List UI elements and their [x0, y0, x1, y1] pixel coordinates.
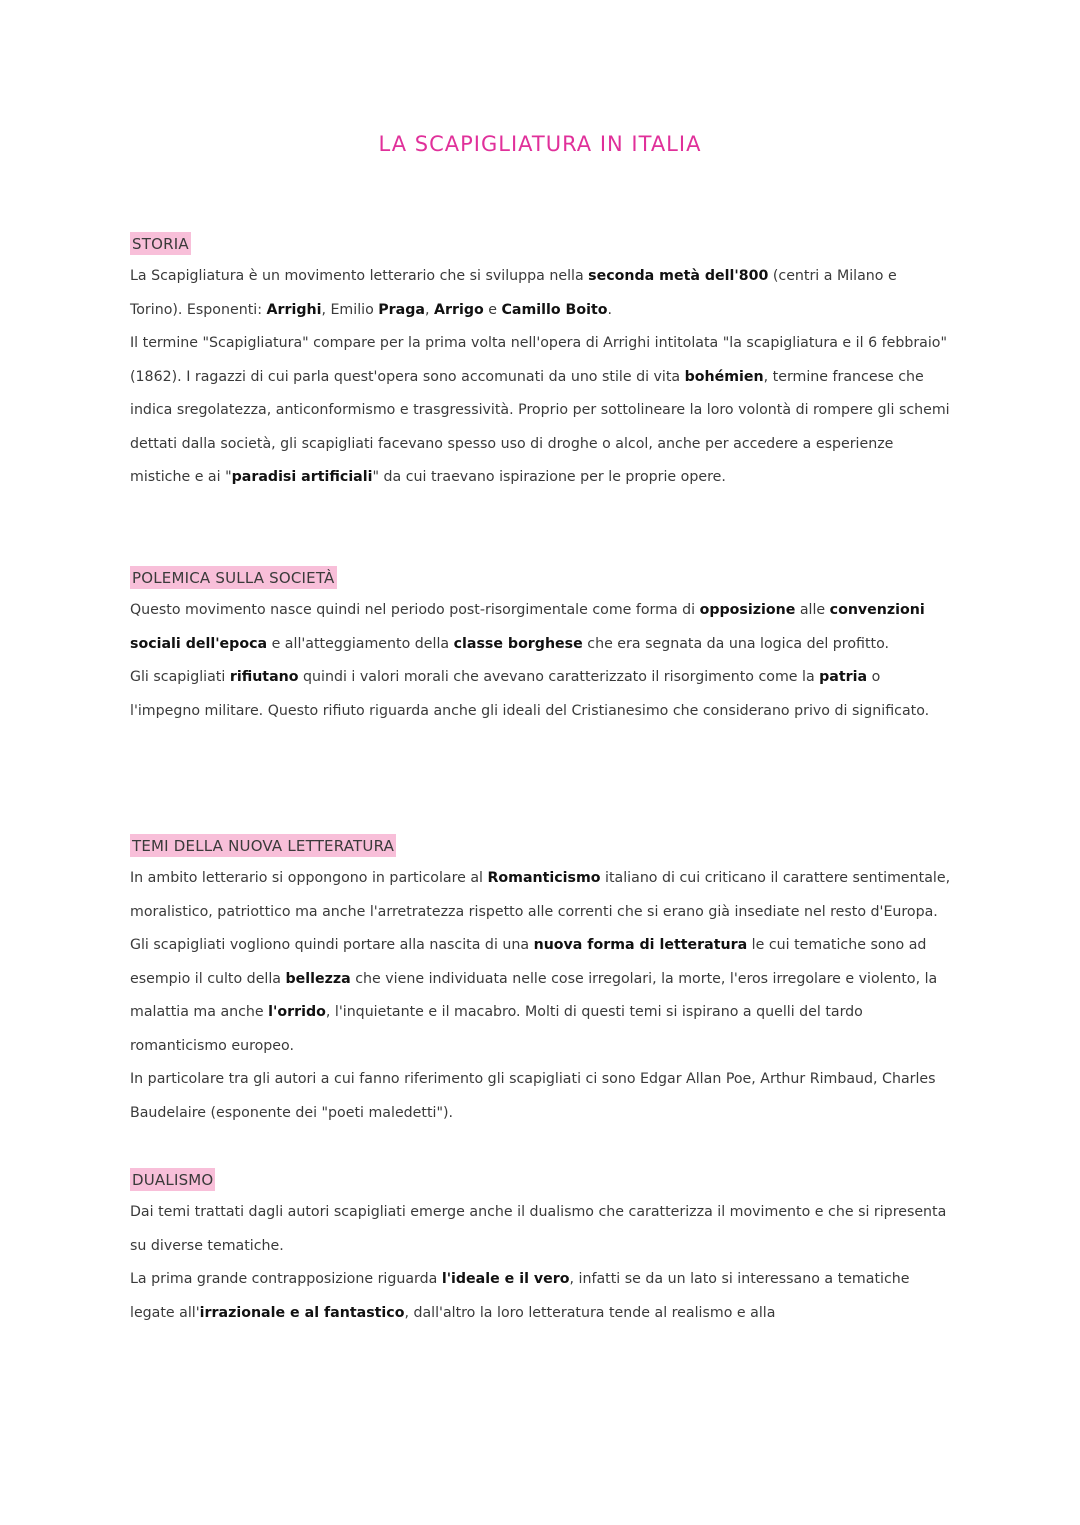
- page-title: LA SCAPIGLIATURA IN ITALIA: [378, 132, 702, 156]
- bold-text: seconda metà dell'800: [588, 268, 769, 284]
- section-heading: DUALISMO: [130, 1168, 215, 1191]
- bold-text: Romanticismo: [487, 870, 601, 886]
- paragraph: In particolare tra gli autori a cui fanno riferimento gli scapigliati ci sono Edgar Allan Poe, Arthur Rimbaud, Charles Baudelaire (esponente dei "poeti maledetti").: [130, 1071, 936, 1121]
- paragraph: La prima grande contrapposizione riguarda l'ideale e il vero, infatti se da un lato si interessano a tematiche legate all'irrazionale e al fantastico, dall'altro la loro letteratura tende al realismo e alla: [130, 1271, 910, 1321]
- paragraph: La Scapigliatura è un movimento letterario che si sviluppa nella seconda metà dell'800 (centri a Milano e Torino). Esponenti: Arrighi, Emilio Praga, Arrigo e Camillo Boito.: [130, 268, 897, 318]
- bold-text: l'ideale e il vero: [441, 1271, 570, 1287]
- bold-text: Camillo Boito: [501, 301, 608, 318]
- bold-text: bellezza: [285, 970, 351, 987]
- bold-text: nuova forma di letteratura: [533, 937, 748, 953]
- paragraph: Questo movimento nasce quindi nel periodo post-risorgimentale come forma di opposizione alle convenzioni sociali dell'epoca e all'atteggiamento della classe borghese che era segnata da una logica del profitto.: [130, 602, 925, 652]
- bold-text: Praga: [378, 301, 425, 318]
- bold-text: classe borghese: [453, 635, 583, 652]
- section-heading: POLEMICA SULLA SOCIETÀ: [130, 566, 337, 589]
- bold-text: l'orrido: [268, 1004, 326, 1020]
- bold-text: convenzioni sociali dell'epoca: [130, 602, 925, 652]
- paragraph: Dai temi trattati dagli autori scapigliati emerge anche il dualismo che caratterizza il movimento e che si ripresenta su diverse tematiche.: [130, 1204, 947, 1254]
- section-dualismo: [130, 1168, 952, 1330]
- paragraph: In ambito letterario si oppongono in particolare al Romanticismo italiano di cui criticano il carattere sentimentale, moralistico, patriottico ma anche l'arretratezza rispetto alle correnti che si erano già insediate nel resto d'Europa. Gli scapigliati vogliono quindi portare alla nascita di una nuova forma di letteratura le cui tematiche sono ad esempio il culto della bellezza che viene individuata nelle cose irregolari, la morte, l'eros irregolare e violento, la malattia ma anche l'orrido, l'inquietante e il macabro. Molti di questi temi si ispirano a quelli del tardo romanticismo europeo.: [130, 870, 951, 1054]
- section-heading: TEMI DELLA NUOVA LETTERATURA: [130, 834, 396, 857]
- section-heading: STORIA: [130, 232, 191, 255]
- paragraph: Il termine "Scapigliatura" compare per la prima volta nell'opera di Arrighi intitolata "la scapigliatura e il 6 febbraio" (1862). I ragazzi di cui parla quest'opera sono accomunati da uno stile di vita bohémien, termine francese che indica sregolatezza, anticonformismo e trasgressività. Proprio per sottolineare la loro volontà di rompere gli schemi dettati dalla società, gli scapigliati facevano spesso uso di droghe o alcol, anche per accedere a esperienze mistiche e ai "paradisi artificiali" da cui traevano ispirazione per le proprie opere.: [130, 335, 950, 485]
- bold-text: Arrighi: [266, 301, 322, 318]
- bold-text: patria: [819, 669, 868, 685]
- paragraph: Gli scapigliati rifiutano quindi i valori morali che avevano caratterizzato il risorgimento come la patria o l'impegno militare. Questo rifiuto riguarda anche gli ideali del Cristianesimo che considerano privo di significato.: [130, 669, 930, 719]
- bold-text: opposizione: [699, 602, 796, 618]
- bold-text: bohémien: [684, 368, 764, 385]
- section-polemica: [130, 566, 952, 728]
- bold-text: paradisi artificiali: [231, 469, 373, 485]
- section-storia: [130, 232, 952, 495]
- bold-text: rifiutano: [229, 669, 299, 685]
- section-temi: [130, 834, 952, 1130]
- bold-text: Arrigo: [434, 301, 484, 318]
- bold-text: irrazionale e al fantastico: [199, 1304, 405, 1321]
